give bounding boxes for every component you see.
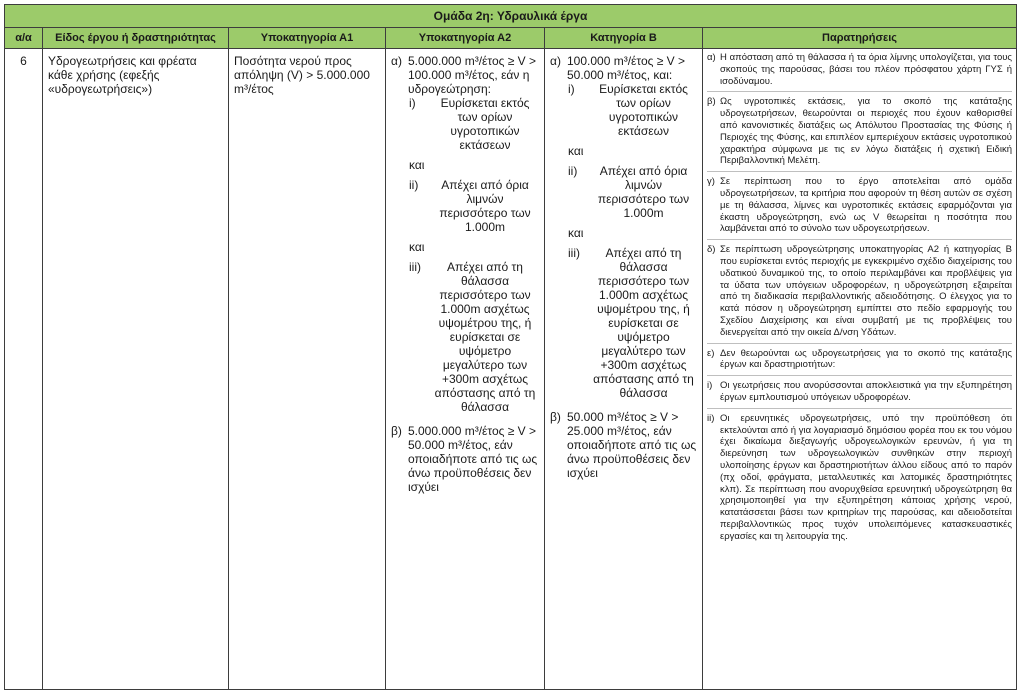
a2-item: ii) Απέχει από όρια λιμνών περισσότερο των 1.000m	[409, 178, 531, 234]
note-item: δ) Σε περίπτωση υδρογεώτρησης υποκατηγορίας Α2 ή κατηγορίας Β που ευρίσκεται εντός περιοχής με εγκεκριμένο σχέδιο διαχείρισης του υδατικού δυναμικού της, το οποίο περιλαμβάνει και προβλέψεις για τα ύδατα των υπόγειων υδροφορέων, η υδρογεώτρηση εξαιρείται από τη διαδικασία περιβαλλοντικής αδειοδότησης. Ο έλεγχος για το κατά πόσον η υδρογεώτρηση εμπίπτει στο πεδίο εφαρμογής του Σχεδίου Διαχείρισης και είναι συμβατή με τις προβλέψεις του διενεργείται από την οικεία Δ/νση Υδάτων.	[707, 244, 1012, 343]
header-a2: Υποκατηγορία Α2	[386, 28, 545, 49]
b-item: iii) Απέχει από τη θάλασσα περισσότερο των 1.000m ασχέτως υψομέτρου της, ή ευρίσκεται σε υψόμετρο μεγαλύτερο των +300m ασχέτως απόστασης από τη θάλασσα	[568, 246, 694, 400]
note-item: β) Ως υγροτοπικές εκτάσεις, για το σκοπό της κατάταξης υδρογεωτρήσεων, θεωρούνται οι περιοχές που έχουν καθορισθεί από κανονιστικές διατάξεις ως Απόλυτου Προστασίας της Φύσης ή Περιοχές της Φύσης, και επιπλέον εμπεριέχουν εκτάσεις υγροτοπικού χαρακτήρα σύμφωνα με τις εν λόγω διατάξεις ή σχετική Ειδική Περιβαλλοντική Μελέτη.	[707, 96, 1012, 172]
b-item: i) Ευρίσκεται εκτός των ορίων υγροτοπικών εκτάσεων	[568, 82, 688, 138]
document-page	[4, 4, 1016, 690]
table-title: Ομάδα 2η: Υδραυλικά έργα	[5, 5, 1017, 28]
a2-and: και	[409, 240, 425, 254]
a2-criterion-a: α) 5.000.000 m³/έτος ≥ V > 100.000 m³/έτος, εάν η υδρογεώτρηση:	[391, 54, 537, 96]
b-and: και	[568, 144, 584, 158]
note-item: i) Οι γεωτρήσεις που ανορύσσονται αποκλειστικά για την εξυπηρέτηση έργων εμπλουτισμού υπόγειων υδροφορέων.	[707, 380, 1012, 409]
a2-item: i) Ευρίσκεται εκτός των ορίων υγροτοπικών εκτάσεων	[409, 96, 530, 152]
header-notes: Παρατηρήσεις	[703, 28, 1017, 49]
a2-item: iii) Απέχει από τη θάλασσα περισσότερο των 1.000m ασχέτως υψομέτρου της, ή ευρίσκεται σε υψόμετρο μεγαλύτερο των +300m ασχέτως απόστασης από τη θάλασσα	[409, 260, 536, 414]
note-item: α) Η απόσταση από τη θάλασσα ή τα όρια λίμνης υπολογίζεται, για τους σκοπούς της παρούσας, βάσει του πλέον πρόσφατου χάρτη ΓΥΣ ή ισοδύναμου.	[707, 52, 1012, 92]
category-b-cell	[545, 49, 703, 690]
notes-cell	[703, 49, 1017, 690]
subcategory-a1-text: Ποσότητα νερού προς απόληψη (V) > 5.000.000 m³/έτος	[229, 49, 386, 690]
row-number: 6	[5, 49, 43, 690]
classification-table	[4, 4, 1017, 690]
note-item: ii) Οι ερευνητικές υδρογεωτρήσεις, υπό την προϋπόθεση ότι εκτελούνται από ή για λογαριασμό δημόσιου φορέα που εκ του νόμου έχει δικαίωμα διεξαγωγής υδρογεωλογικών ερευνών, ή για τη διερεύνηση των υδρογεωλογικών συνθηκών στην περιοχή υλοποίησης έργων και δραστηριοτήτων άλλου είδους από το παρόν (πχ οδοί, φράγματα, μεταλλευτικές και λατομικές δραστηριότητες κλπ). Σε περίπτωση που ανορυχθείσα ερευνητική υδρογεώτρηση θα χρησιμοποιηθεί για την εξυπηρέτηση κάποιας χρήσης νερού, κατατάσσεται βάσει των κριτηρίων της παρούσας, και αδειοδοτείται περιβαλλοντικώς προς τυχόν υπολειπόμενες κατασκευαστικές εργασίες και τη λειτουργία της.	[707, 412, 1012, 542]
a2-criterion-b: β) 5.000.000 m³/έτος ≥ V > 50.000 m³/έτος, εάν οποιαδήποτε από τις ως άνω προϋποθέσεις δεν ισχύει	[391, 424, 538, 494]
header-type: Είδος έργου ή δραστηριότητας	[43, 28, 229, 49]
a2-and: και	[409, 158, 425, 172]
b-criterion-a: α) 100.000 m³/έτος ≥ V > 50.000 m³/έτος, και:	[550, 54, 686, 82]
b-item: ii) Απέχει από όρια λιμνών περισσότερο των 1.000m	[568, 164, 690, 220]
b-and: και	[568, 226, 584, 240]
project-type: Υδρογεωτρήσεις και φρέατα κάθε χρήσης (εφεξής «υδρογεωτρήσεις»)	[43, 49, 229, 690]
note-item: ε) Δεν θεωρούνται ως υδρογεωτρήσεις για το σκοπό της κατάταξης έργων και δραστηριοτήτων:	[707, 348, 1012, 377]
header-a1: Υποκατηγορία Α1	[229, 28, 386, 49]
b-criterion-b: β) 50.000 m³/έτος ≥ V > 25.000 m³/έτος, εάν οποιαδήποτε από τις ως άνω προϋποθέσεις δεν ισχύει	[550, 410, 697, 480]
header-b: Κατηγορία Β	[545, 28, 703, 49]
header-num: α/α	[5, 28, 43, 49]
subcategory-a2-cell	[386, 49, 545, 690]
note-item: γ) Σε περίπτωση που το έργο αποτελείται από ομάδα υδρογεωτρήσεων, τα κριτήρια που αφορούν τη θέση αυτών σε σχέση με τη θάλασσα, λίμνες και υγροτοπικές εκτάσεις εφαρμόζονται για έκαστη υδρογεώτρηση, ενώ ως V θεωρείται η ποσότητα που λαμβάνεται από το σύνολο των υδρογεωτρήσεων.	[707, 176, 1012, 240]
